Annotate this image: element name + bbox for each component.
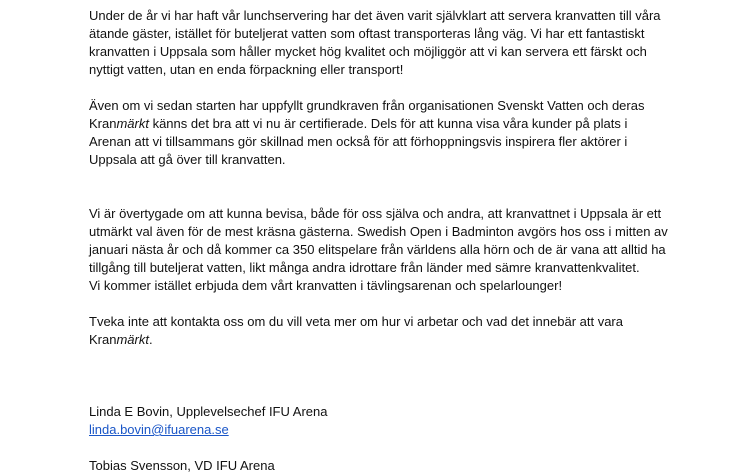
text-line: tillgång till buteljerat vatten, likt många andra idrottare från länder med sämre kranvattenkvalitet.	[89, 260, 640, 275]
markt-italic-text: märkt	[116, 116, 149, 131]
kran-text: Kran	[89, 332, 117, 347]
text-line: Vi är övertygade om att kunna bevisa, både för oss själva och andra, att kranvattnet i Uppsala är ett	[89, 206, 662, 221]
text-line: ätande gäster, istället för buteljerat vatten som oftast transporteras lång väg. Vi har ett fantastiskt	[89, 26, 645, 41]
text-line	[89, 115, 689, 133]
blank-line	[89, 367, 689, 385]
blank-line	[89, 385, 689, 403]
text-line: Även om vi sedan starten har uppfyllt grundkraven från organisationen Svenskt Vatten och deras	[89, 98, 645, 113]
text-fragment: .	[148, 332, 153, 347]
text-line: utmärkt val även för de mest kräsna gästerna. Swedish Open i Badminton avgörs hos oss i mitten av	[89, 224, 668, 239]
signature-linda	[89, 403, 689, 439]
email-link[interactable]: linda.bovin@ifuarena.se	[89, 422, 229, 437]
paragraph-certification	[89, 97, 689, 169]
text-line: nyttigt vatten, utan en enda förpackning eller transport!	[89, 62, 404, 77]
document-body	[89, 7, 689, 475]
text-line: Tveka inte att kontakta oss om du vill veta mer om hur vi arbetar och vad det innebär att vara	[89, 314, 623, 329]
paragraph-badminton	[89, 205, 689, 295]
signature-name-title: Tobias Svensson, VD IFU Arena	[89, 458, 275, 473]
kran-text: Kran	[89, 116, 117, 131]
signature-tobias	[89, 457, 689, 475]
markt-italic-text: märkt	[116, 332, 149, 347]
text-line: Under de år vi har haft vår lunchservering har det även varit självklart att servera kranvatten till våra	[89, 8, 661, 23]
paragraph-contact	[89, 313, 689, 349]
text-fragment: känns det bra att vi nu är certifierade. Dels för att kunna visa våra kunder på plats i	[148, 116, 628, 131]
paragraph-lunch	[89, 7, 689, 79]
text-line: Arenan att vi tillsammans gör skillnad men också för att förhoppningsvis inspirera fler aktörer i	[89, 134, 628, 149]
text-line: kranvatten i Uppsala som håller mycket hög kvalitet och möjliggör att vi kan servera ett färskt och	[89, 44, 647, 59]
signature-email-line	[89, 421, 689, 439]
blank-line	[89, 187, 689, 205]
signature-name-title: Linda E Bovin, Upplevelsechef IFU Arena	[89, 404, 328, 419]
text-line	[89, 331, 689, 349]
text-line: Vi kommer istället erbjuda dem vårt kranvatten i tävlingsarenan och spelarlounger!	[89, 278, 563, 293]
text-line: januari nästa år och då kommer ca 350 elitspelare från världens alla hörn och de är vana att alltid ha	[89, 242, 666, 257]
text-line: Uppsala att gå över till kranvatten.	[89, 152, 286, 167]
blank-line	[89, 439, 689, 457]
